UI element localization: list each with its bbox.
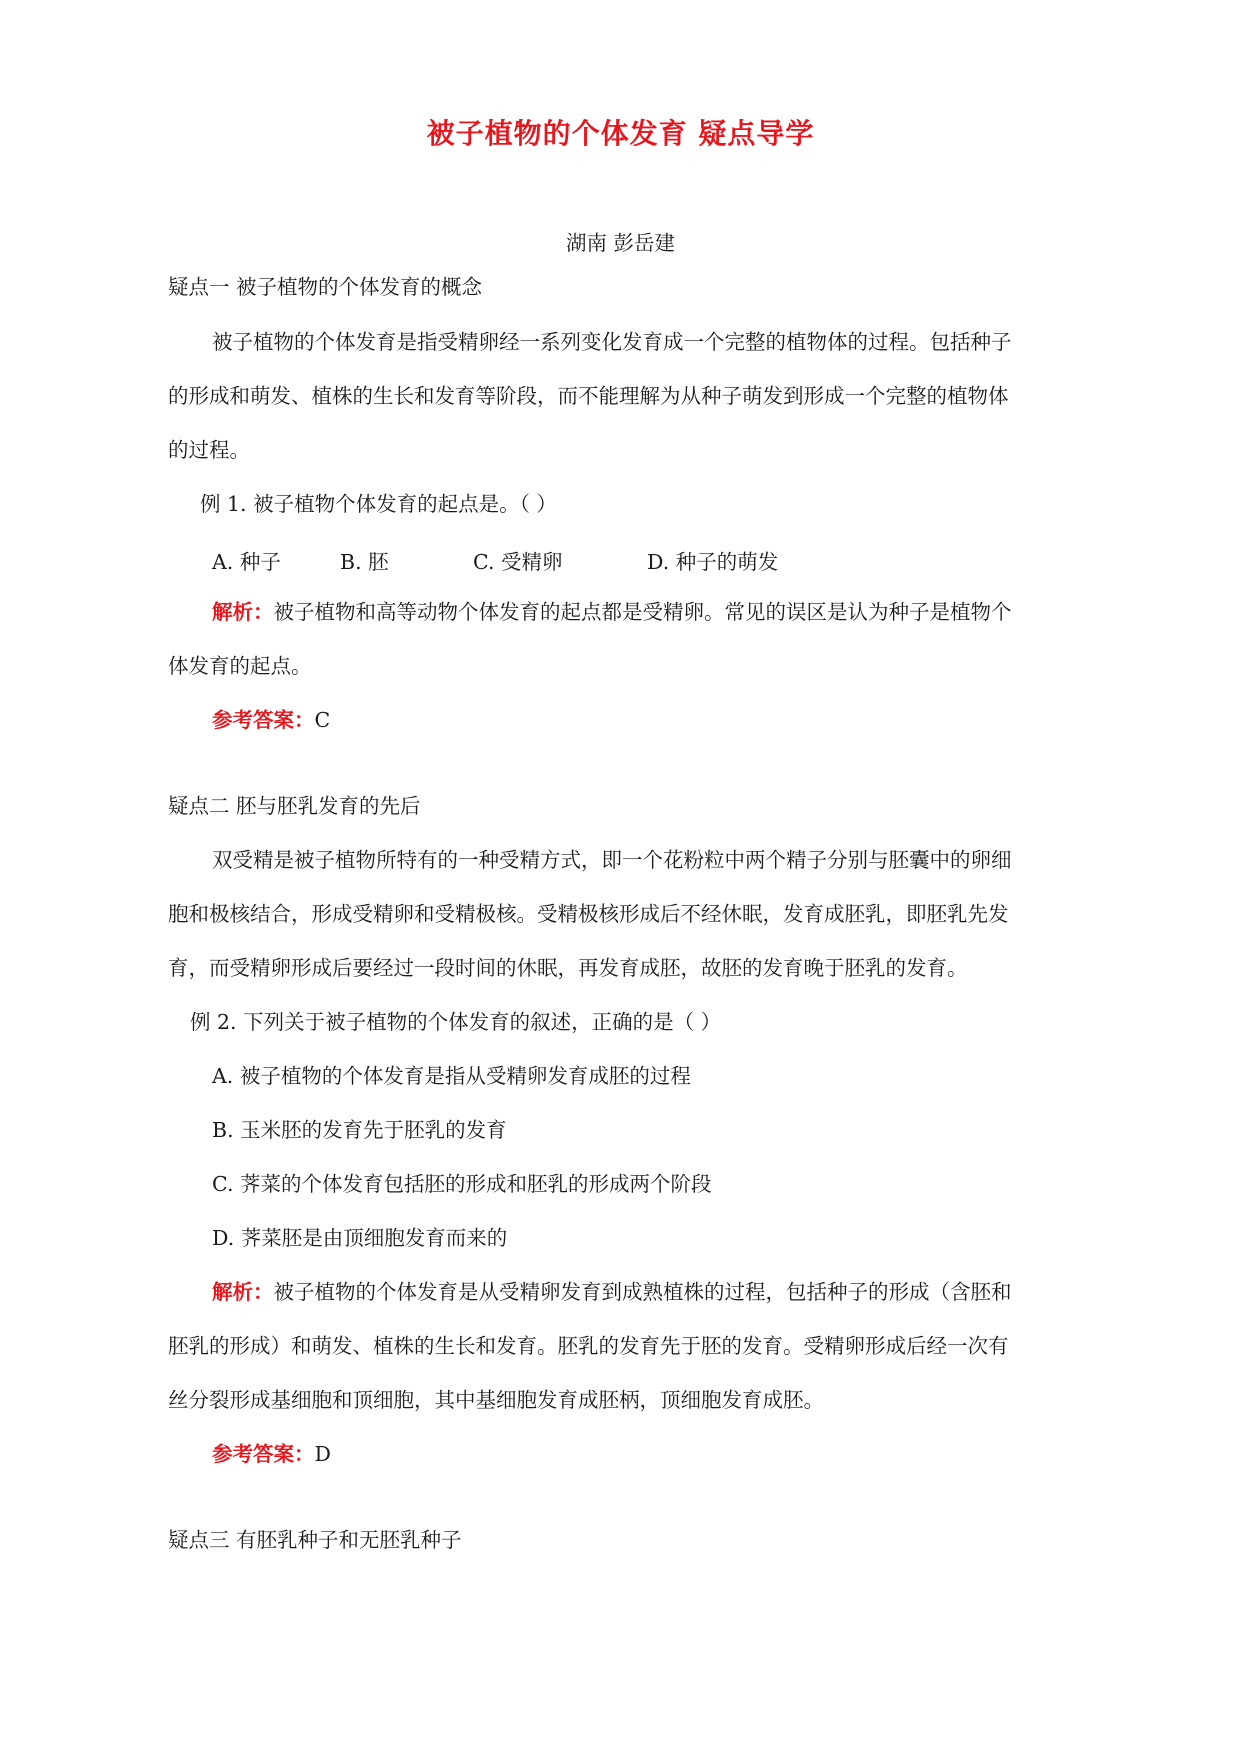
example-1-option-c: C. 受精卵: [473, 550, 563, 574]
example-2-option-c: C. 荠菜的个体发育包括胚的形成和胚乳的形成两个阶段: [212, 1172, 712, 1196]
section-2-para-line-1: 双受精是被子植物所特有的一种受精方式，即一个花粉粒中两个精子分别与胚囊中的卵细: [212, 848, 1012, 872]
analysis-label: 解析：: [212, 1280, 274, 1304]
section-2-para-line-2: 胞和极核结合，形成受精卵和受精极核。受精极核形成后不经休眠，发育成胚乳，即胚乳先发: [168, 902, 1009, 926]
example-1-option-b: B. 胚: [340, 550, 389, 574]
example-1-analysis-line-1: [212, 599, 1012, 625]
example-1-question: 例 1. 被子植物个体发育的起点是。（ ）: [200, 492, 557, 516]
example-2-question: 例 2. 下列关于被子植物的个体发育的叙述，正确的是（ ）: [190, 1010, 722, 1034]
example-2-option-a: A. 被子植物的个体发育是指从受精卵发育成胚的过程: [212, 1064, 691, 1088]
example-1-answer: [212, 707, 330, 733]
section-1-heading: 疑点一 被子植物的个体发育的概念: [168, 275, 483, 299]
analysis-text: 被子植物的个体发育是从受精卵发育到成熟植株的过程，包括种子的形成（含胚和: [273, 1280, 1012, 1304]
answer-label: 参考答案：: [212, 1442, 315, 1466]
section-1-para-line-2: 的形成和萌发、植株的生长和发育等阶段，而不能理解为从种子萌发到形成一个完整的植物体: [168, 384, 1009, 408]
example-2-answer: [212, 1441, 331, 1467]
example-2-analysis-line-3: 丝分裂形成基细胞和顶细胞，其中基细胞发育成胚柄，顶细胞发育成胚。: [168, 1388, 824, 1412]
example-2-option-b: B. 玉米胚的发育先于胚乳的发育: [212, 1118, 507, 1142]
analysis-label: 解析：: [212, 600, 274, 624]
section-2-para-line-3: 育，而受精卵形成后要经过一段时间的休眠，再发育成胚，故胚的发育晚于胚乳的发育。: [168, 956, 968, 980]
answer-value: D: [314, 1442, 331, 1466]
example-2-option-d: D. 荠菜胚是由顶细胞发育而来的: [212, 1226, 508, 1250]
section-1-para-line-3: 的过程。: [168, 438, 250, 462]
example-1-analysis-line-2: 体发育的起点。: [168, 654, 312, 678]
page-title: 被子植物的个体发育 疑点导学: [426, 117, 815, 150]
example-1-option-a: A. 种子: [212, 550, 281, 574]
example-2-analysis-line-1: [212, 1279, 1012, 1305]
example-2-analysis-line-2: 胚乳的形成）和萌发、植株的生长和发育。胚乳的发育先于胚的发育。受精卵形成后经一次有: [168, 1334, 1009, 1358]
section-2-heading: 疑点二 胚与胚乳发育的先后: [168, 794, 421, 818]
author-line: 湖南 彭岳建: [565, 231, 676, 255]
example-1-option-d: D. 种子的萌发: [647, 550, 779, 574]
answer-value: C: [314, 708, 331, 732]
section-3-heading: 疑点三 有胚乳种子和无胚乳种子: [168, 1528, 462, 1552]
answer-label: 参考答案：: [212, 708, 315, 732]
analysis-text: 被子植物和高等动物个体发育的起点都是受精卵。常见的误区是认为种子是植物个: [273, 600, 1012, 624]
section-1-para-line-1: 被子植物的个体发育是指受精卵经一系列变化发育成一个完整的植物体的过程。包括种子: [212, 330, 1012, 354]
